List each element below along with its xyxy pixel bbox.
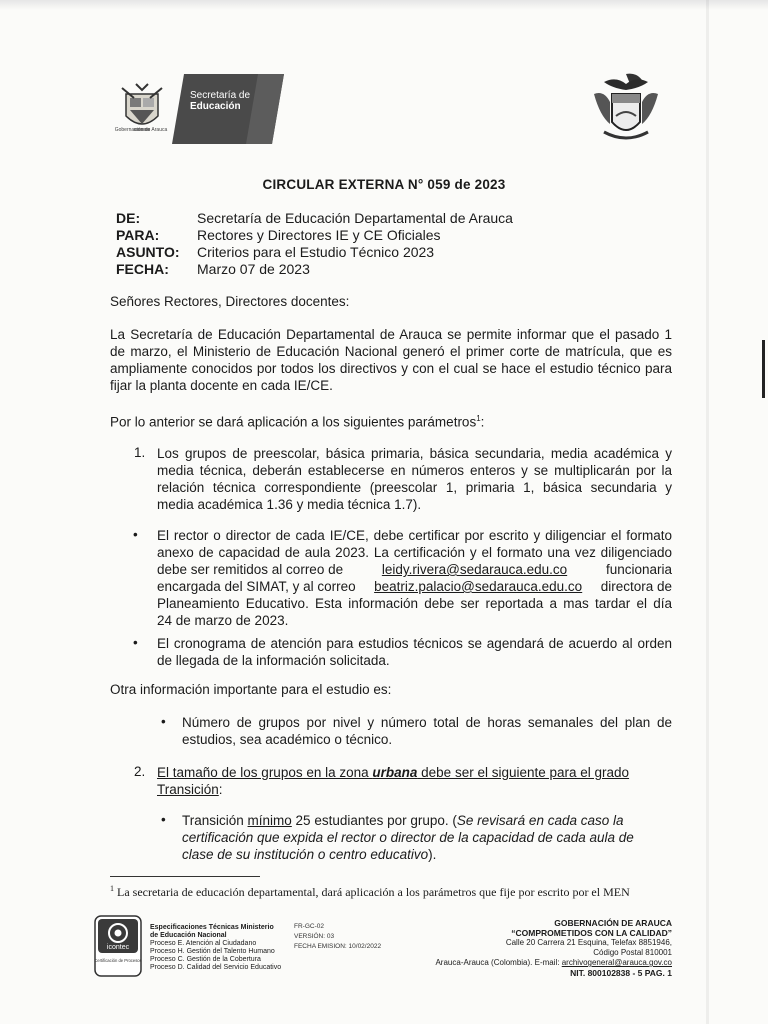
footnote-divider — [110, 876, 260, 877]
bullet-4 — [182, 812, 672, 863]
footer-specs-line: Proceso C. Gestión de la Cobertura — [150, 956, 261, 963]
item-2-line2: Transición — [157, 782, 219, 797]
scan-edge-mark — [762, 340, 765, 398]
footnote-text: La secretaria de educación departamental, dará aplicación a los parámetros que fije por escrito por el MEN — [114, 885, 630, 899]
bullet-1-line: anexo de capacidad de aula 2023. La certificación y el formato una vez diligenciado — [157, 545, 672, 560]
item-2-line — [157, 764, 672, 781]
bullet-1-line — [157, 578, 672, 595]
bullet-1-line: 24 de marzo de 2023. — [157, 613, 289, 628]
de-value: Secretaría de Educación Departamental de Arauca — [197, 210, 513, 226]
bullet-4-a: Transición — [182, 813, 248, 828]
email-link-leidy[interactable]: leidy.rivera@sedarauca.edu.co — [381, 562, 568, 577]
footer-issue-date: FECHA EMISION: 10/02/2022 — [294, 943, 382, 950]
footer-specs-line: Proceso H. Gestión del Talento Humano — [150, 948, 275, 955]
intro-line: de marzo, el Ministerio de Educación Nacional generó el primer corte de matrícula, que es — [110, 344, 672, 359]
fecha-label: FECHA: — [116, 261, 169, 277]
footer-nit-page: NIT. 800102838 - 5 PAG. 1 — [570, 968, 672, 978]
item-1-line: relación técnica correspondiente (preescolar 1, primaria 1, básica secundaria y — [157, 480, 672, 495]
bullet-1-line4-a: encargada del SIMAT, y al correo — [157, 579, 356, 594]
params-intro-colon: : — [480, 414, 485, 430]
item-1-line: media técnica, deberán establecerse en números enteros y se multiplicarán por la — [157, 463, 672, 478]
salutation-text: Señores Rectores, Directores docentes: — [110, 294, 350, 309]
colombia-coat-of-arms-icon — [590, 68, 662, 150]
footer-specs — [150, 924, 281, 972]
bullet-1-line3-a: debe ser remitidos al correo de — [157, 562, 344, 577]
bullet-3-line: estudios, sea académico o técnico. — [182, 732, 393, 747]
salutation — [110, 293, 672, 310]
footer-address: Calle 20 Carrera 21 Esquina, Telefax 8851946, — [505, 938, 672, 947]
bullet-3-line: Número de grupos por nivel y número total de horas semanales del plan de — [182, 715, 672, 730]
bullet-1-line4-b: directora de — [600, 579, 672, 594]
logo-line-1: Secretaría de — [190, 90, 251, 101]
asunto-label: ASUNTO: — [116, 244, 180, 260]
params-intro — [110, 410, 672, 431]
bullet-4-line — [182, 846, 672, 863]
item-1-line: Los grupos de preescolar, básica primaria, básica secundaria, media académica y — [157, 446, 672, 461]
footer-email-link[interactable]: archivogeneral@arauca.gov.co — [561, 958, 672, 967]
item-2-part1: El tamaño de los grupos en la zona — [157, 765, 373, 780]
bullet-4-c: 25 estudiantes por grupo. ( — [291, 813, 457, 828]
asunto-value: Criterios para el Estudio Técnico 2023 — [197, 244, 435, 260]
bullet-4-line3: clase de su institución o centro educativo — [182, 847, 429, 862]
email-link-beatriz[interactable]: beatriz.palacio@sedarauca.edu.co — [374, 579, 583, 594]
item-2-colon: : — [218, 782, 223, 797]
secretaria-logo-text — [190, 90, 250, 112]
footnote-ref: 1 — [476, 414, 481, 423]
footer-doc-info — [294, 922, 381, 952]
de-label: DE: — [116, 210, 141, 226]
icontec-cert-text: Certificación de Procesos — [94, 958, 142, 963]
footer-version: VERSIÓN: 03 — [294, 933, 335, 940]
para-value: Rectores y Directores IE y CE Oficiales — [197, 227, 441, 243]
item-1-line: media académica 1.36 y media técnica 1.7). — [157, 497, 422, 512]
item-2-bold: urbana — [372, 765, 418, 780]
fecha-value: Marzo 07 de 2023 — [197, 261, 310, 277]
bullet-4-d: Se revisará en cada caso la — [456, 813, 624, 828]
bullet-3-marker: • — [161, 714, 166, 729]
item-1-marker: 1. — [134, 445, 146, 460]
item-2 — [157, 764, 672, 798]
footer-specs-line: Proceso E. Atención al Ciudadano — [150, 940, 257, 947]
intro-line: La Secretaría de Educación Departamental de Arauca se permite informar que el pasado 1 — [110, 327, 672, 342]
params-intro-text: Por lo anterior se dará aplicación a los siguientes parámetros — [110, 414, 477, 430]
bullet-1-line — [157, 561, 672, 578]
item-2-line — [157, 781, 672, 798]
footnote-number: 1 — [110, 884, 114, 893]
icontec-label: icontec — [106, 944, 130, 951]
intro-paragraph — [110, 326, 672, 394]
circular-title: CIRCULAR EXTERNA N° 059 de 2023 — [262, 177, 506, 192]
logo-line-2: Educación — [190, 101, 241, 112]
bullet-4-marker: • — [161, 812, 166, 827]
item-1 — [157, 445, 672, 513]
bullet-3 — [182, 714, 672, 748]
other-info — [110, 681, 672, 698]
footer-gov-name: GOBERNACIÓN DE ARAUCA — [554, 918, 672, 928]
item-2-part2: debe ser el siguiente para el grado — [417, 765, 630, 780]
scan-edge-top — [0, 0, 768, 10]
other-info-text: Otra información importante para el estudio es: — [110, 682, 392, 697]
footer-postal: Código Postal 810001 — [593, 948, 672, 957]
scan-fold-line — [706, 0, 709, 1024]
params-intro-line — [110, 410, 672, 431]
bullet-2-line: El cronograma de atención para estudios técnicos se agendará de acuerdo al orden — [157, 636, 672, 651]
bullet-2-line: de llegada de la información solicitada. — [157, 653, 390, 668]
footer-email-line — [435, 958, 672, 968]
intro-line: fijar la planta docente en cada IE/CE. — [110, 378, 333, 393]
bullet-4-line2: certificación que expida el rector o director de la capacidad de cada aula de — [182, 830, 634, 845]
bullet-1-marker: • — [133, 527, 138, 542]
bullet-4-line — [182, 829, 672, 846]
footer-specs-line: de Educación Nacional — [150, 932, 227, 939]
bullet-4-b: mínimo — [247, 813, 292, 828]
footer-slogan: “COMPROMETIDOS CON LA CALIDAD” — [511, 928, 672, 938]
bullet-1-line3-b: funcionaria — [605, 562, 672, 577]
footnote — [110, 884, 630, 900]
bullet-1 — [157, 527, 672, 629]
bullet-2-marker: • — [133, 635, 138, 650]
footer-specs-line: Proceso D. Calidad del Servicio Educativo — [150, 964, 282, 971]
footer-specs-line: Especificaciones Técnicas Ministerio — [150, 924, 274, 931]
item-2-marker: 2. — [134, 764, 146, 779]
bullet-2 — [157, 635, 672, 669]
bullet-4-line3-end: ). — [428, 847, 437, 862]
footer-form-code: FR-GC-02 — [294, 923, 324, 930]
footer-contact — [435, 918, 672, 978]
icontec-certification-icon — [94, 915, 142, 977]
seal-caption: Gobernación de Arauca — [114, 127, 168, 133]
bullet-4-line — [182, 812, 672, 829]
para-label: PARA: — [116, 227, 160, 243]
intro-line: ampliamente conocidos por todos los directivos y con el cual se hace el estudio técnico para — [110, 361, 672, 376]
bullet-1-line: Planeamiento Educativo. Esta información debe ser reportada a mas tardar el día — [157, 596, 672, 611]
footer-email-prefix: Arauca-Arauca (Colombia). E-mail: — [435, 958, 562, 967]
bullet-1-line: El rector o director de cada IE/CE, debe certificar por escrito y diligenciar el formato — [157, 528, 672, 543]
